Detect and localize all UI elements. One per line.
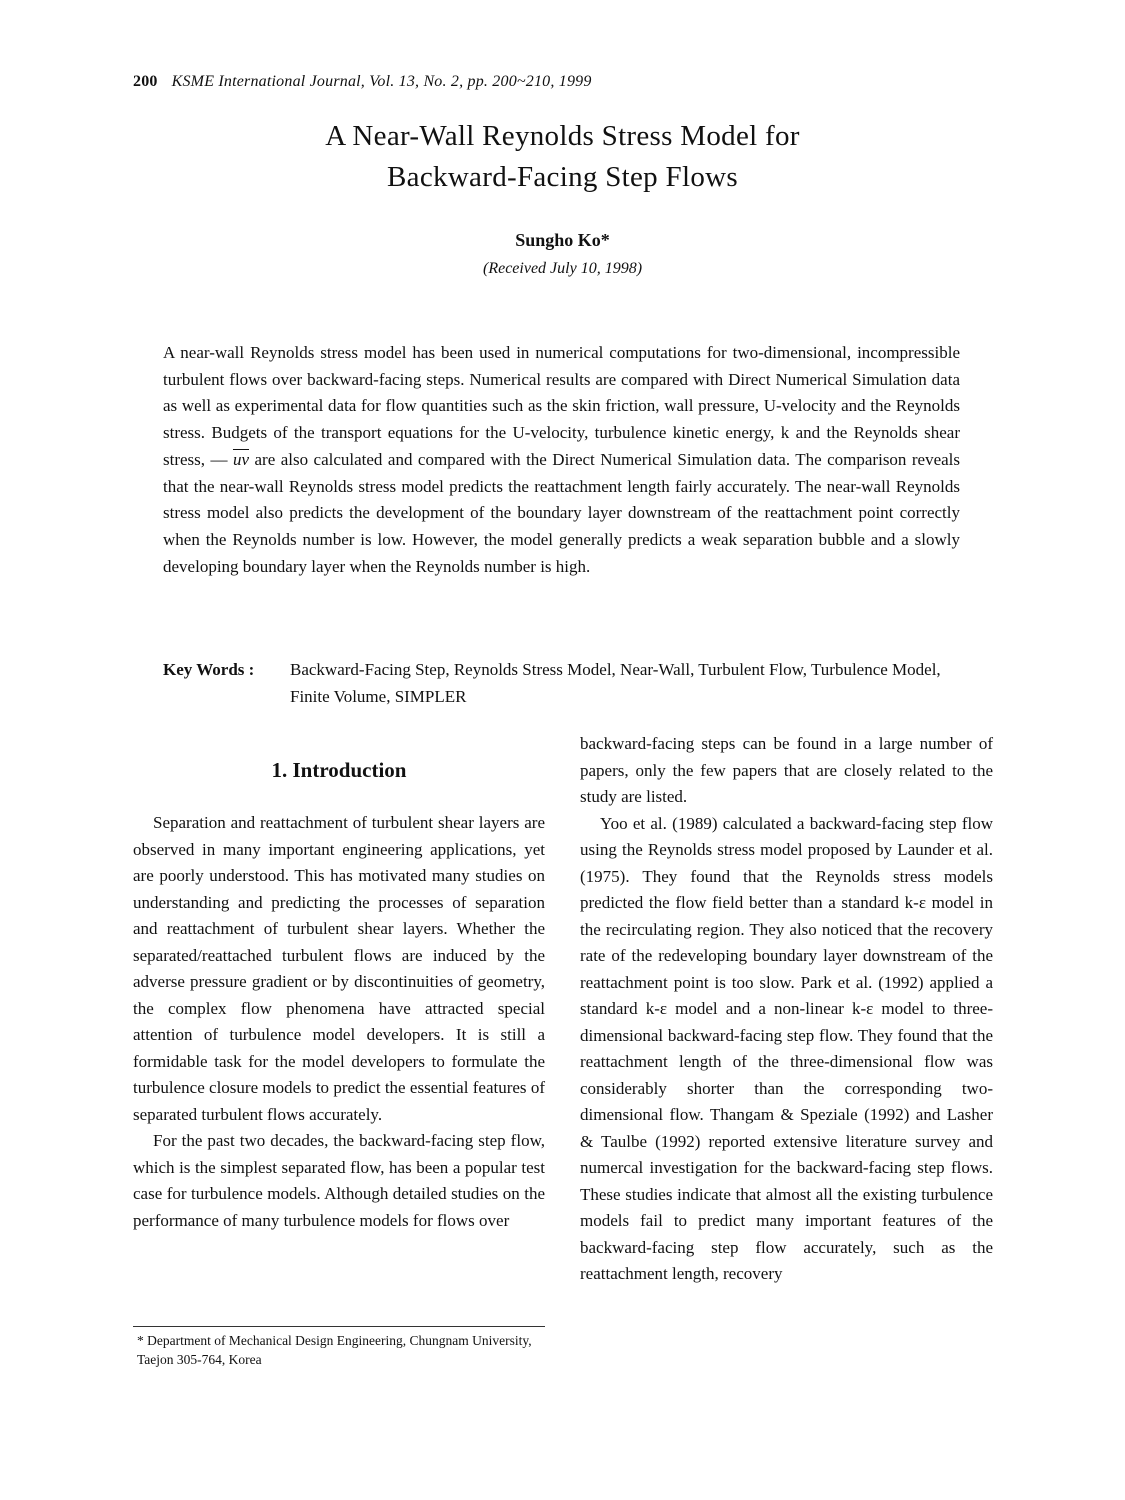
keywords-text: Backward-Facing Step, Reynolds Stress Model, Near-Wall, Turbulent Flow, Turbulence Model, Finite Volume, SIMPLER — [290, 660, 941, 706]
abstract-text-part-1: A near-wall Reynolds stress model has been used in numerical computations for two-dimensional, incompressible turbulent flows over backward-facing steps. Numerical results are compared with Direct Numerical Simulation data as well as experimental data for flow quantities such as the skin friction, wall pressure, U-velocity and the Reynolds stress. Budgets of the transport equations for the U-velocity, turbulence kinetic energy, k and the Reynolds shear stress, — — [163, 343, 960, 469]
journal-citation: KSME International Journal, Vol. 13, No. 2, pp. 200~210, 1999 — [171, 73, 592, 90]
intro-paragraph: backward-facing steps can be found in a large number of papers, only the few papers that are closely related to the study are listed. — [580, 734, 993, 806]
abstract-uv-symbol: $\overline{uv}$ — [232, 449, 250, 469]
author-affiliation-footnote: * Department of Mechanical Design Engineering, Chungnam University, Taejon 305-764, Korea — [137, 1333, 532, 1367]
intro-paragraph: For the past two decades, the backward-facing step flow, which is the simplest separated flow, has been a popular test case for turbulence models. Although detailed studies on the performance of many turbulence models for flows over — [133, 1131, 545, 1230]
author-name: Sungho Ko* — [515, 230, 610, 250]
intro-paragraph: Separation and reattachment of turbulent shear layers are observed in many important engineering applications, yet are poorly understood. This has motivated many studies on understanding and predicting the processes of separation and reattachment of turbulent shear layers. Whether the separated/reattached turbulent flows are induced by the adverse pressure gradient or by discontinuities of geometry, the complex flow phenomena have attracted special attention of turbulence model developers. It is still a formidable task for the model developers to formulate the turbulence closure models to predict the essential features of separated turbulent flows accurately. — [133, 813, 545, 1124]
page-number: 200 — [133, 73, 158, 90]
running-header — [133, 73, 592, 91]
intro-paragraph: Yoo et al. (1989) calculated a backward-facing step flow using the Reynolds stress model proposed by Launder et al. (1975). They found that the Reynolds stress models predicted the flow field better than a standard k-ε model in the recirculating region. They also noticed that the recovery rate of the redeveloping boundary layer downstream of the reattachment point is too slow. Park et al. (1992) applied a standard k-ε model and a non-linear k-ε model to three-dimensional backward-facing step flow. They found that the reattachment length of the three-dimensional flow was considerably shorter than the corresponding two-dimensional flow. Thangam & Speziale (1992) and Lasher & Taulbe (1992) reported extensive literature survey and numercal investigation for the backward-facing step flows. These studies indicate that almost all the existing turbulence models fail to predict many important features of the backward-facing step flow accurately, such as the reattachment length, recovery — [580, 813, 993, 1283]
left-column — [133, 810, 545, 1234]
abstract-text-part-2: are also calculated and compared with the Direct Numerical Simulation data. The comparison reveals that the near-wall Reynolds stress model predicts the reattachment length fairly accurately. The near-wall Reynolds stress model also predicts the development of the boundary layer downstream of the reattachment point correctly when the Reynolds number is low. However, the model generally predicts a weak separation bubble and a slowly developing boundary layer when the Reynolds number is high. — [163, 449, 961, 576]
paper-title — [0, 116, 1125, 198]
abstract — [163, 340, 960, 580]
keywords-label: Key Words : — [163, 660, 255, 679]
title-line-2: Backward-Facing Step Flows — [387, 161, 738, 193]
footnote-divider — [133, 1326, 545, 1327]
received-date: (Received July 10, 1998) — [482, 260, 643, 277]
title-line-1: A Near-Wall Reynolds Stress Model for — [325, 120, 800, 152]
right-column — [580, 731, 993, 1288]
section-heading-introduction: 1. Introduction — [271, 758, 407, 782]
